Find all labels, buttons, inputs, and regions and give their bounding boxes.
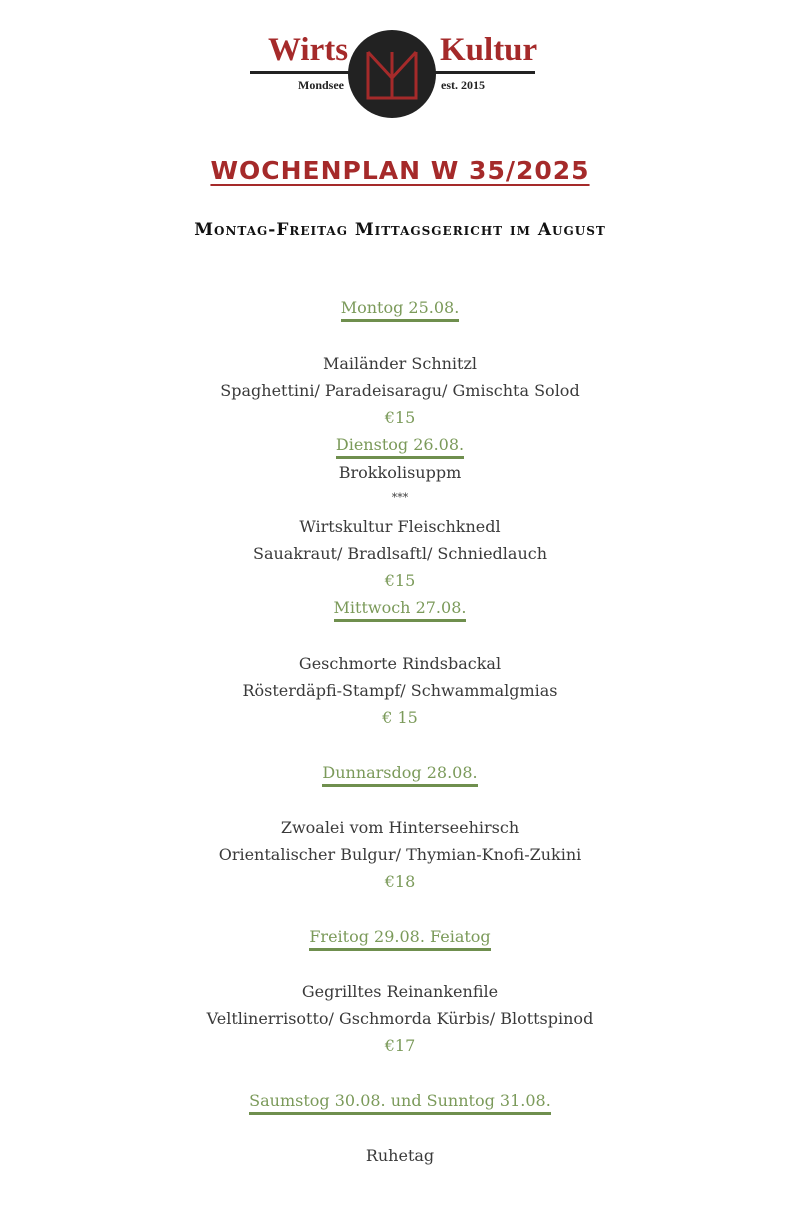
price: €18 — [384, 872, 416, 891]
price: €15 — [384, 408, 416, 427]
price: €15 — [384, 571, 416, 590]
page-subtitle: Montag-Freitag Mittagsgericht im August — [194, 220, 606, 240]
price: € 15 — [382, 708, 418, 727]
dish-line: Geschmorte Rindsbackal — [298, 654, 502, 673]
closed-note: Ruhetag — [365, 1146, 435, 1165]
dish-line: Spaghettini/ Paradeisaragu/ Gmischta Solod — [220, 381, 580, 400]
dish-line: Mailänder Schnitzl — [322, 354, 478, 373]
logo-established: est. 2015 — [441, 78, 485, 92]
dish-line: Brokkolisuppm — [338, 463, 462, 482]
page-title: WOCHENPLAN W 35/2025 — [210, 156, 590, 185]
day-heading: Saumstog 30.08. und Sunntog 31.08. — [0, 1093, 800, 1109]
dish-line: Orientalischer Bulgur/ Thymian-Knofi-Zukini — [218, 845, 582, 864]
dish-line: Gegrilltes Reinankenfile — [301, 982, 499, 1001]
day-heading: Montog 25.08. — [0, 300, 800, 316]
dish-line: Wirtskultur Fleischknedl — [299, 517, 501, 536]
day-heading: Mittwoch 27.08. — [0, 600, 800, 616]
day-heading: Dienstog 26.08. — [0, 437, 800, 453]
logo-location: Mondsee — [298, 78, 344, 92]
day-heading: Dunnarsdog 28.08. — [0, 765, 800, 781]
logo-word-kultur: Kultur — [440, 32, 538, 68]
dish-line: Veltlinerrisotto/ Gschmorda Kürbis/ Blottspinod — [206, 1009, 594, 1028]
dish-line: Zwoalei vom Hinterseehirsch — [280, 818, 520, 837]
dish-line: Rösterdäpfi-Stampf/ Schwammalgmias — [242, 681, 558, 700]
dish-line: Sauakraut/ Bradlsaftl/ Schniedlauch — [252, 544, 548, 563]
dish-separator: *** — [391, 491, 409, 504]
day-heading: Freitog 29.08. Feiatog — [0, 929, 800, 945]
logo-word-wirts: Wirts — [268, 32, 349, 68]
price: €17 — [384, 1036, 416, 1055]
